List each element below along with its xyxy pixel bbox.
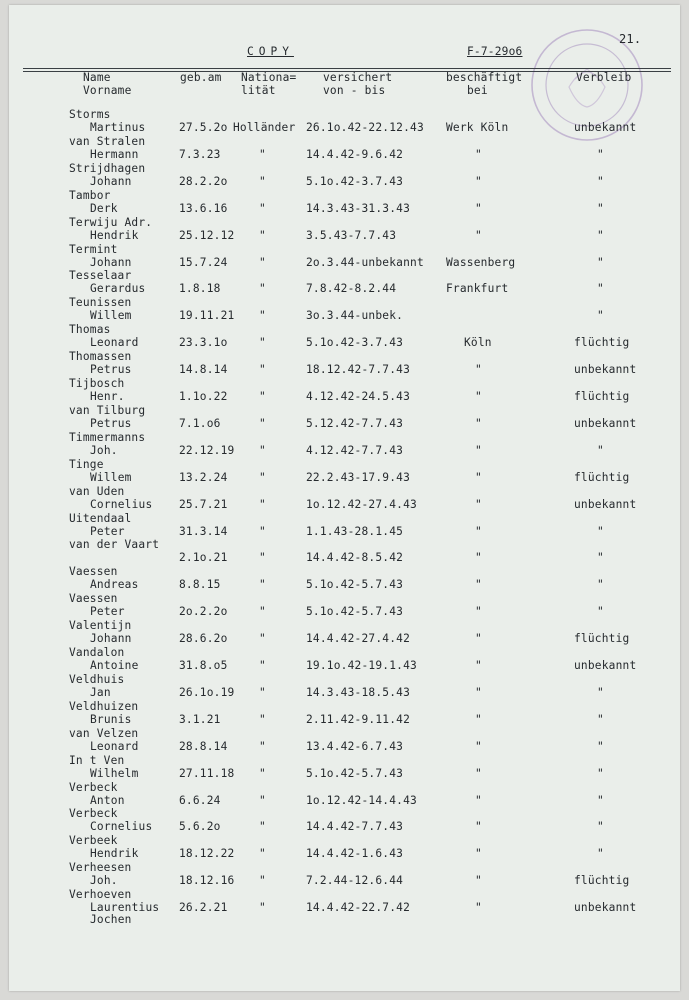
record-firstname: Laurentius — [90, 901, 160, 915]
record-birthdate: 1.8.18 — [179, 282, 221, 296]
record-birthdate: 31.3.14 — [179, 524, 228, 538]
record-firstname: Brunis — [90, 712, 132, 726]
record-whereabouts: unbekannt — [574, 659, 637, 672]
record-surname: Teunissen — [69, 296, 132, 310]
record-whereabouts: " — [597, 847, 604, 861]
record-firstname: Gerardus — [90, 282, 146, 296]
record-whereabouts: " — [597, 309, 604, 323]
record-birthdate: 1.1o.22 — [179, 390, 228, 403]
record-surname: Strijdhagen — [69, 161, 146, 175]
record-firstname: Leonard — [90, 739, 139, 753]
record-nationality: " — [259, 470, 266, 484]
record-employer: Werk Köln — [446, 121, 509, 134]
record-whereabouts: " — [597, 605, 604, 619]
record-whereabouts: flüchtig — [574, 390, 630, 403]
record-insured-period: 1.1.43-28.1.45 — [306, 524, 404, 538]
record-insured-period: 5.1o.42-3.7.43 — [306, 174, 404, 188]
record-whereabouts: " — [597, 201, 604, 215]
record-insured-period: 26.1o.42-22.12.43 — [306, 121, 424, 134]
record-whereabouts: " — [597, 443, 604, 457]
record-insured-period: 14.4.42-9.6.42 — [306, 147, 404, 161]
record-birthdate: 23.3.1o — [179, 336, 228, 350]
record-insured-period: 22.2.43-17.9.43 — [306, 470, 411, 484]
record-employer: Frankfurt — [446, 282, 509, 296]
record-firstname: Hermann — [90, 147, 139, 161]
record-surname: Tinge — [69, 457, 104, 471]
record-nationality: " — [259, 847, 266, 861]
record-employer: " — [475, 874, 482, 888]
record-whereabouts: " — [597, 174, 604, 188]
record-birthdate: 7.1.o6 — [179, 416, 221, 430]
reference-number: F-7-29o6 — [467, 45, 523, 58]
col-born-label: geb.am — [180, 71, 222, 84]
col-employed-label-2: bei — [467, 84, 488, 97]
record-insured-period: 5.1o.42-5.7.43 — [306, 766, 404, 780]
record-employer: " — [475, 712, 482, 726]
record-birthdate: 31.8.o5 — [179, 659, 228, 672]
record-firstname: Leonard — [90, 336, 139, 350]
record-insured-period: 14.4.42-27.4.42 — [306, 632, 411, 646]
record-surname: Veldhuizen — [69, 699, 139, 713]
record-insured-period: 7.2.44-12.6.44 — [306, 874, 404, 888]
record-employer: " — [475, 174, 482, 188]
record-employer: " — [475, 201, 482, 215]
record-whereabouts: " — [597, 551, 604, 565]
record-surname: Storms — [69, 108, 111, 121]
record-employer: " — [475, 524, 482, 538]
record-employer: " — [475, 228, 482, 242]
record-firstname: Derk — [90, 201, 118, 215]
record-nationality: " — [259, 443, 266, 457]
record-firstname: Hendrik — [90, 228, 139, 242]
page-number: 21. — [619, 32, 642, 46]
record-nationality: " — [259, 874, 266, 888]
record-employer: " — [475, 147, 482, 161]
record-birthdate: 19.11.21 — [179, 309, 235, 323]
record-nationality: " — [259, 605, 266, 619]
record-nationality: " — [259, 201, 266, 215]
record-nationality: " — [259, 578, 266, 592]
col-nationality-label-2: lität — [241, 84, 276, 97]
record-nationality: " — [259, 228, 266, 242]
document-page — [9, 5, 680, 991]
record-whereabouts: unbekannt — [574, 121, 637, 134]
header-rule-top — [23, 68, 671, 69]
record-insured-period: 14.4.42-1.6.43 — [306, 847, 404, 861]
record-birthdate: 18.12.16 — [179, 874, 235, 888]
record-birthdate: 25.7.21 — [179, 497, 228, 511]
record-firstname: Johann — [90, 255, 132, 269]
record-firstname: Andreas — [90, 578, 139, 592]
record-employer: Köln — [464, 336, 492, 350]
record-insured-period: 14.3.43-31.3.43 — [306, 201, 411, 215]
record-birthdate: 28.2.2o — [179, 174, 228, 188]
col-nationality-label: Nationa= — [241, 71, 297, 84]
record-employer: " — [475, 551, 482, 565]
record-surname: Thomas — [69, 323, 111, 337]
record-surname: Vandalon — [69, 646, 125, 659]
record-surname: Verbeck — [69, 780, 118, 794]
record-firstname: Anton — [90, 793, 125, 807]
record-birthdate: 3.1.21 — [179, 712, 221, 726]
record-firstname: Peter — [90, 605, 125, 619]
record-firstname: Cornelius — [90, 820, 153, 834]
record-insured-period: 2o.3.44-unbekannt — [306, 255, 424, 269]
record-nationality: " — [259, 336, 266, 350]
record-nationality: " — [259, 739, 266, 753]
record-birthdate: 28.6.2o — [179, 632, 228, 646]
record-birthdate: 27.11.18 — [179, 766, 235, 780]
record-whereabouts: " — [597, 524, 604, 538]
record-insured-period: 1o.12.42-27.4.43 — [306, 497, 417, 511]
record-firstname: Cornelius — [90, 497, 153, 511]
record-insured-period: 13.4.42-6.7.43 — [306, 739, 404, 753]
record-surname: Veldhuis — [69, 672, 125, 686]
record-employer: " — [475, 901, 482, 915]
record-surname: Verbeek — [69, 834, 118, 848]
record-nationality: " — [259, 309, 266, 323]
record-surname: Thomassen — [69, 350, 132, 364]
record-birthdate: 26.2.21 — [179, 901, 228, 915]
record-birthdate: 5.6.2o — [179, 820, 221, 834]
record-employer: " — [475, 685, 482, 699]
record-surname: Tijbosch — [69, 377, 125, 390]
record-nationality: " — [259, 901, 266, 915]
record-whereabouts: flüchtig — [574, 874, 630, 888]
record-birthdate: 25.12.12 — [179, 228, 235, 242]
record-employer: " — [475, 578, 482, 592]
record-employer: " — [475, 659, 482, 672]
record-nationality: " — [259, 497, 266, 511]
record-insured-period: 14.4.42-22.7.42 — [306, 901, 411, 915]
col-firstname-label: Vorname — [83, 84, 132, 97]
record-whereabouts: unbekannt — [574, 363, 637, 377]
record-birthdate: 13.6.16 — [179, 201, 228, 215]
record-insured-period: 3.5.43-7.7.43 — [306, 228, 397, 242]
trailing-name: Jochen — [90, 913, 132, 926]
record-surname: Verheesen — [69, 861, 132, 875]
record-surname: van Tilburg — [69, 403, 146, 417]
record-employer: " — [475, 497, 482, 511]
record-whereabouts: unbekannt — [574, 497, 637, 511]
record-birthdate: 26.1o.19 — [179, 685, 235, 699]
record-firstname: Henr. — [90, 390, 125, 403]
record-whereabouts: " — [597, 685, 604, 699]
record-whereabouts: flüchtig — [574, 632, 630, 646]
record-nationality: " — [259, 793, 266, 807]
record-employer: " — [475, 416, 482, 430]
record-surname: Tesselaar — [69, 269, 132, 283]
record-nationality: " — [259, 363, 266, 377]
record-whereabouts: " — [597, 766, 604, 780]
col-employed-label: beschäftigt — [446, 71, 523, 84]
record-employer: " — [475, 363, 482, 377]
record-insured-period: 14.4.42-8.5.42 — [306, 551, 404, 565]
record-surname: Timmermanns — [69, 430, 146, 444]
record-whereabouts: " — [597, 578, 604, 592]
record-employer: " — [475, 793, 482, 807]
record-whereabouts: flüchtig — [574, 336, 630, 350]
record-birthdate: 27.5.2o — [179, 121, 228, 134]
record-whereabouts: " — [597, 147, 604, 161]
record-whereabouts: " — [597, 739, 604, 753]
record-nationality: " — [259, 551, 266, 565]
record-nationality: " — [259, 712, 266, 726]
record-nationality: " — [259, 282, 266, 296]
record-insured-period: 14.4.42-7.7.43 — [306, 820, 404, 834]
record-nationality: " — [259, 766, 266, 780]
record-birthdate: 22.12.19 — [179, 443, 235, 457]
record-insured-period: 3o.3.44-unbek. — [306, 309, 404, 323]
record-firstname: Jan — [90, 685, 111, 699]
record-firstname: Petrus — [90, 363, 132, 377]
record-insured-period: 19.1o.42-19.1.43 — [306, 659, 417, 672]
record-nationality: " — [259, 147, 266, 161]
record-surname: Valentijn — [69, 619, 132, 633]
record-surname: van Stralen — [69, 134, 146, 148]
record-surname: Vaessen — [69, 592, 118, 606]
record-surname: Terwiju Adr. — [69, 215, 153, 229]
record-nationality: " — [259, 524, 266, 538]
record-nationality: " — [259, 390, 266, 403]
record-surname: In t Ven — [69, 753, 125, 767]
record-firstname: Hendrik — [90, 847, 139, 861]
record-birthdate: 13.2.24 — [179, 470, 228, 484]
record-insured-period: 2.11.42-9.11.42 — [306, 712, 411, 726]
record-surname: van Velzen — [69, 726, 139, 740]
col-whereabouts-label: Verbleib — [576, 71, 632, 84]
record-nationality: " — [259, 632, 266, 646]
record-birthdate: 14.8.14 — [179, 363, 228, 377]
record-surname: Uitendaal — [69, 511, 132, 525]
record-firstname: Joh. — [90, 874, 118, 888]
record-birthdate: 2o.2.2o — [179, 605, 228, 619]
record-whereabouts: flüchtig — [574, 470, 630, 484]
record-birthdate: 6.6.24 — [179, 793, 221, 807]
record-nationality: " — [259, 820, 266, 834]
record-insured-period: 5.1o.42-5.7.43 — [306, 578, 404, 592]
col-name-label: Name — [83, 71, 111, 84]
record-surname: Termint — [69, 242, 118, 256]
record-birthdate: 7.3.23 — [179, 147, 221, 161]
record-employer: " — [475, 443, 482, 457]
record-insured-period: 1o.12.42-14.4.43 — [306, 793, 417, 807]
record-employer: " — [475, 605, 482, 619]
record-whereabouts: " — [597, 712, 604, 726]
record-surname: Vaessen — [69, 565, 118, 579]
record-nationality: " — [259, 174, 266, 188]
record-insured-period: 4.12.42-24.5.43 — [306, 390, 411, 403]
record-insured-period: 7.8.42-8.2.44 — [306, 282, 397, 296]
record-firstname: Petrus — [90, 416, 132, 430]
record-birthdate: 8.8.15 — [179, 578, 221, 592]
record-whereabouts: unbekannt — [574, 416, 637, 430]
record-employer: " — [475, 390, 482, 403]
record-employer: " — [475, 739, 482, 753]
record-firstname: Johann — [90, 174, 132, 188]
record-birthdate: 28.8.14 — [179, 739, 228, 753]
record-firstname: Willem — [90, 309, 132, 323]
record-insured-period: 5.12.42-7.7.43 — [306, 416, 404, 430]
record-firstname: Johann — [90, 632, 132, 646]
record-surname: van Uden — [69, 484, 125, 498]
record-employer: " — [475, 470, 482, 484]
record-employer: " — [475, 820, 482, 834]
col-insured-label-2: von - bis — [323, 84, 386, 97]
record-nationality: Holländer — [233, 121, 296, 134]
record-whereabouts: " — [597, 255, 604, 269]
record-nationality: " — [259, 685, 266, 699]
record-firstname: Peter — [90, 524, 125, 538]
record-whereabouts: " — [597, 228, 604, 242]
record-insured-period: 4.12.42-7.7.43 — [306, 443, 404, 457]
record-surname: Tambor — [69, 188, 111, 202]
record-employer: " — [475, 766, 482, 780]
record-whereabouts: " — [597, 820, 604, 834]
record-surname: van der Vaart — [69, 538, 160, 552]
record-nationality: " — [259, 416, 266, 430]
record-firstname: Martinus — [90, 121, 146, 134]
copy-title: COPY — [247, 45, 294, 58]
record-birthdate: 2.1o.21 — [179, 551, 228, 565]
record-surname: Verhoeven — [69, 888, 132, 902]
record-insured-period: 5.1o.42-5.7.43 — [306, 605, 404, 619]
record-employer: " — [475, 847, 482, 861]
record-employer: Wassenberg — [446, 255, 516, 269]
record-nationality: " — [259, 255, 266, 269]
record-firstname: Willem — [90, 470, 132, 484]
record-firstname: Joh. — [90, 443, 118, 457]
record-firstname: Wilhelm — [90, 766, 139, 780]
record-surname: Verbeck — [69, 807, 118, 821]
record-insured-period: 5.1o.42-3.7.43 — [306, 336, 404, 350]
col-insured-label: versichert — [323, 71, 393, 84]
record-birthdate: 15.7.24 — [179, 255, 228, 269]
record-birthdate: 18.12.22 — [179, 847, 235, 861]
record-firstname: Antoine — [90, 659, 139, 672]
record-whereabouts: " — [597, 793, 604, 807]
record-whereabouts: " — [597, 282, 604, 296]
record-employer: " — [475, 632, 482, 646]
record-insured-period: 18.12.42-7.7.43 — [306, 363, 411, 377]
record-whereabouts: unbekannt — [574, 901, 637, 915]
record-nationality: " — [259, 659, 266, 672]
record-insured-period: 14.3.43-18.5.43 — [306, 685, 411, 699]
